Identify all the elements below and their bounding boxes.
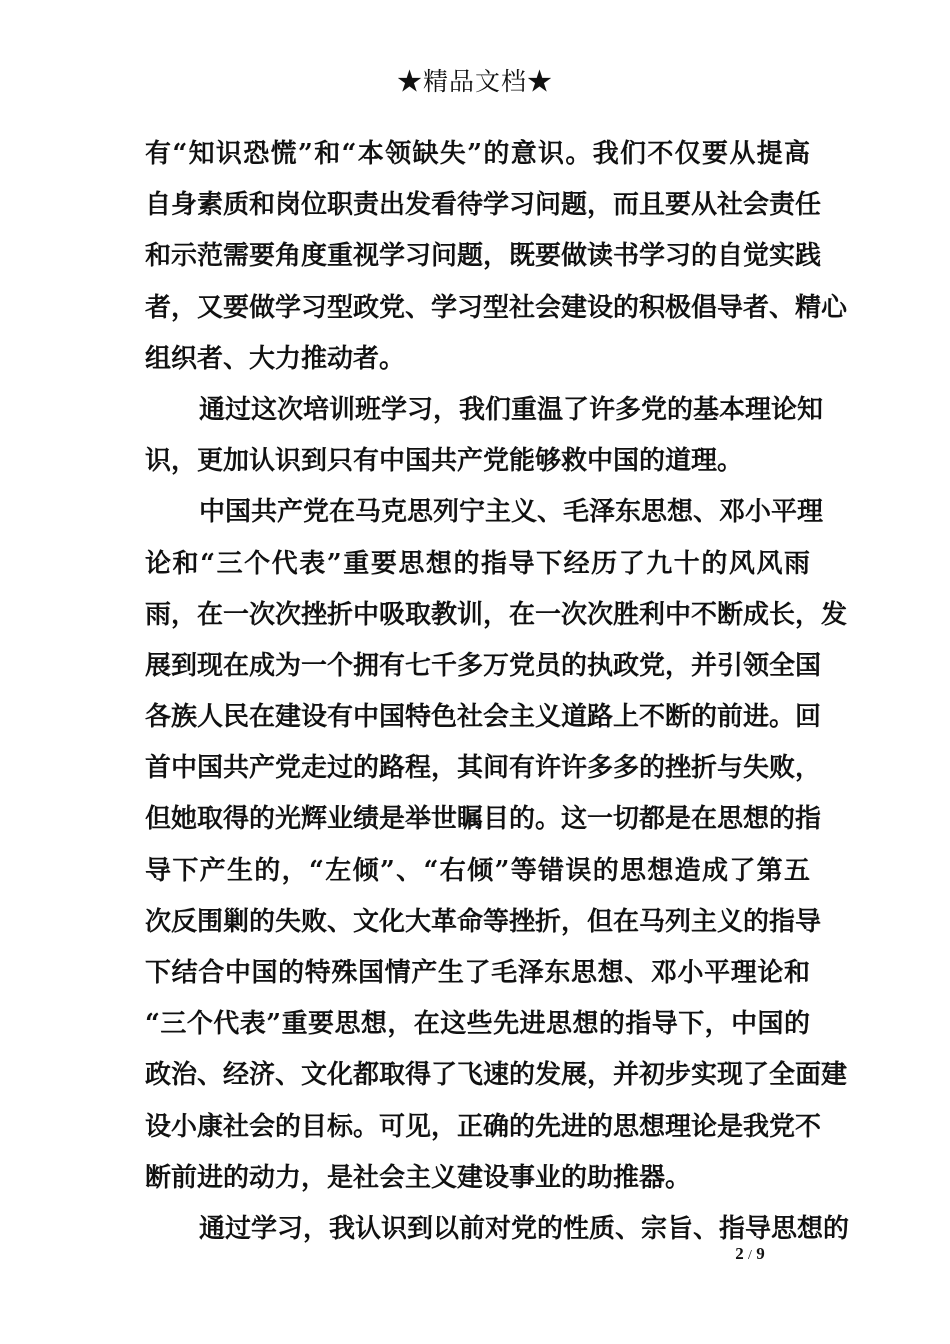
page-number: [680, 1244, 820, 1266]
text-line: 组织者、大力推动者。: [145, 343, 406, 374]
text-line: 次反围剿的失败、文化大革命等挫折，但在马列主义的指导: [145, 906, 822, 937]
text-line: 政治、经济、文化都取得了飞速的发展，并初步实现了全面建: [145, 1060, 848, 1091]
text-line: 有“知识恐慌”和“本领缺失”的意识。我们不仅要从提高: [145, 139, 810, 169]
document-body: [145, 129, 850, 1255]
text-line: “三个代表”重要思想，在这些先进思想的指导下，中国的: [145, 1009, 810, 1040]
text-line: 但她取得的光辉业绩是举世瞩目的。这一切都是在思想的指: [145, 804, 822, 835]
paragraph-start-line: 通过这次培训班学习，我们重温了许多党的基本理论知: [199, 394, 824, 425]
text-line: 下结合中国的特殊国情产生了毛泽东思想、邓小平理论和: [145, 958, 810, 988]
paragraph-start-line: 通过学习，我认识到以前对党的性质、宗旨、指导思想的: [199, 1213, 850, 1244]
paragraph-start-line: 中国共产党在马克思列宁主义、毛泽东思想、邓小平理: [199, 497, 824, 528]
page-header-title: ★精品文档★: [396, 67, 553, 96]
text-line: 设小康社会的目标。可见，正确的先进的思想理论是我党不: [145, 1111, 822, 1142]
text-line: 展到现在成为一个拥有七千多万党员的执政党，并引领全国: [145, 650, 822, 681]
text-line: 断前进的动力，是社会主义建设事业的助推器。: [145, 1162, 692, 1193]
page-number-separator: /: [748, 1248, 752, 1263]
text-line: 识，更加认识到只有中国共产党能够救中国的道理。: [145, 446, 744, 477]
text-line: 者，又要做学习型政党、学习型社会建设的积极倡导者、精心: [145, 292, 848, 323]
text-line: 导下产生的，“左倾”、“右倾”等错误的思想造成了第五: [145, 855, 810, 886]
page-number-current: 2: [735, 1244, 744, 1263]
text-line: 各族人民在建设有中国特色社会主义道路上不断的前进。回: [145, 702, 822, 733]
text-line: 和示范需要角度重视学习问题，既要做读书学习的自觉实践: [145, 241, 822, 272]
text-line: 雨，在一次次挫折中吸取教训，在一次次胜利中不断成长，发: [145, 599, 848, 630]
text-line: 首中国共产党走过的路程，其间有许许多多的挫折与失败，: [145, 753, 822, 784]
page-number-total: 9: [756, 1244, 765, 1263]
text-line: 自身素质和岗位职责出发看待学习问题，而且要从社会责任: [145, 190, 822, 221]
text-line: 论和“三个代表”重要思想的指导下经历了九十的风风雨: [145, 548, 810, 579]
